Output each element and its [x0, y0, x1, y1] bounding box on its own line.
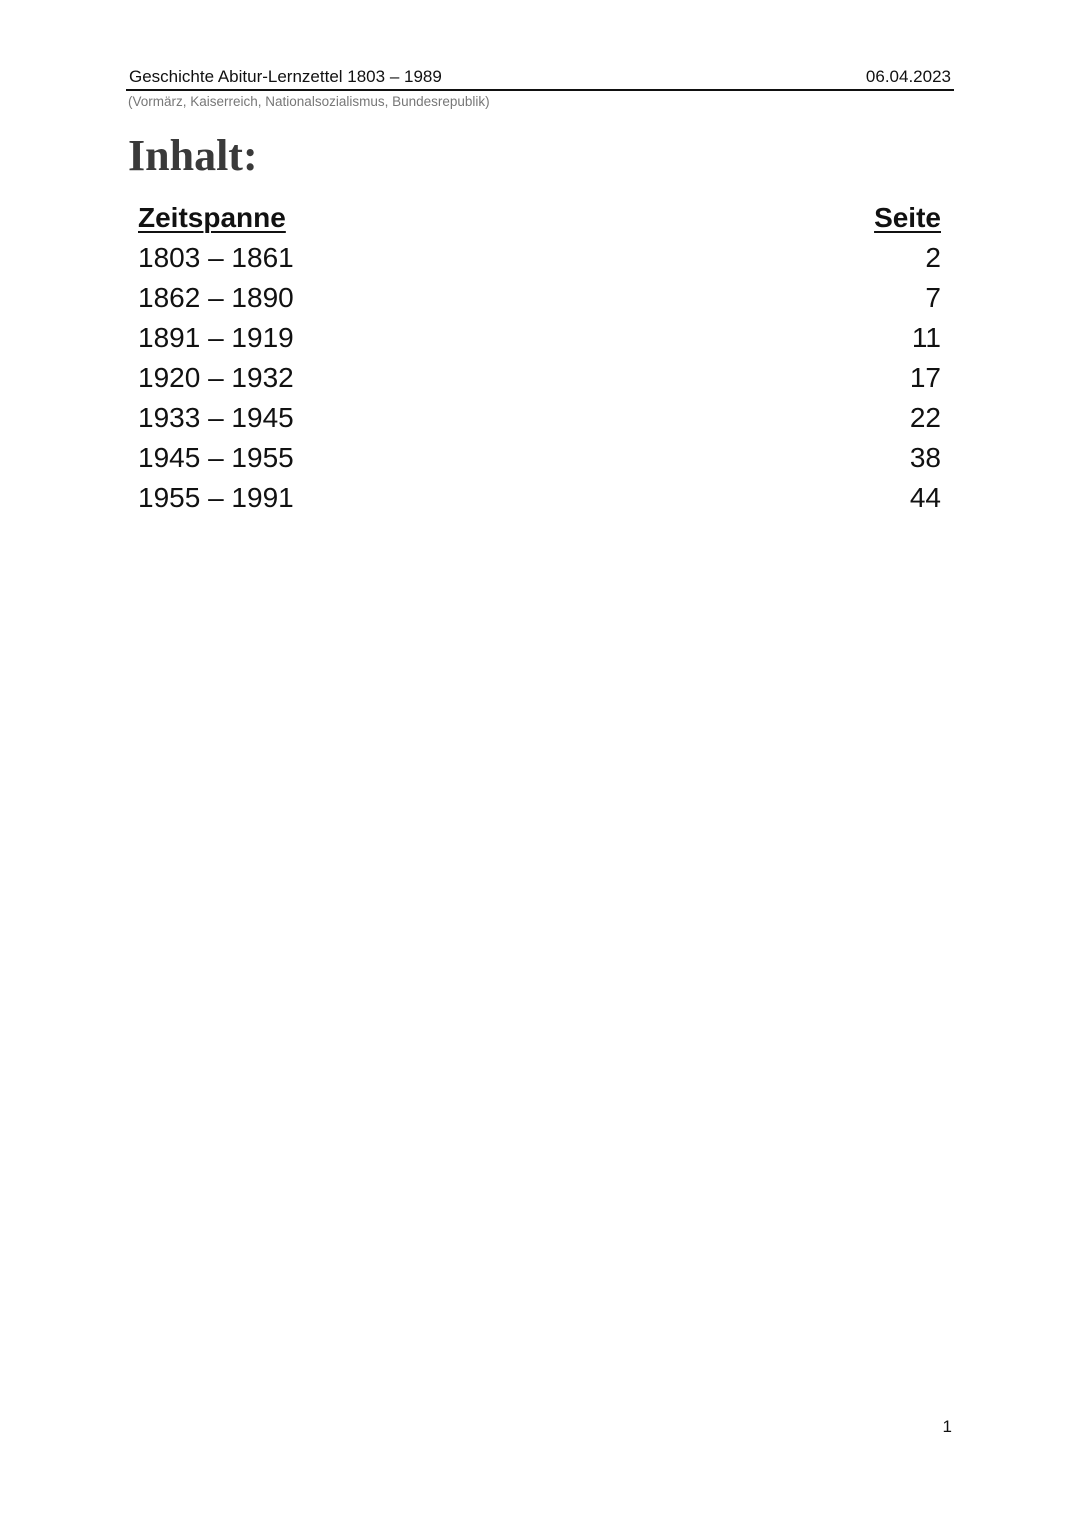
toc-page-number: 11	[911, 322, 941, 353]
toc-page-number: 17	[909, 362, 941, 393]
toc-header-row	[138, 198, 941, 238]
page-header	[126, 64, 954, 91]
toc-period: 1920 – 1932	[138, 362, 294, 393]
toc-row	[138, 478, 941, 518]
toc-table	[138, 198, 941, 518]
toc-period: 1803 – 1861	[138, 242, 294, 273]
toc-row	[138, 358, 941, 398]
document-title: Geschichte Abitur-Lernzettel 1803 – 1989	[129, 67, 442, 86]
toc-row	[138, 398, 941, 438]
column-header-period: Zeitspanne	[138, 202, 286, 233]
toc-page-number: 2	[925, 242, 941, 273]
toc-period: 1955 – 1991	[138, 482, 294, 513]
toc-page-number: 22	[909, 402, 941, 433]
toc-page-number: 38	[909, 442, 941, 473]
toc-period: 1891 – 1919	[138, 322, 294, 353]
toc-period: 1862 – 1890	[138, 282, 294, 313]
toc-row	[138, 318, 941, 358]
toc-row	[138, 238, 941, 278]
document-subtitle: (Vormärz, Kaiserreich, Nationalsozialismus, Bundesrepublik)	[128, 94, 490, 109]
toc-period: 1933 – 1945	[138, 402, 294, 433]
toc-heading: Inhalt:	[128, 131, 258, 180]
column-header-page: Seite	[874, 202, 941, 233]
toc-row	[138, 438, 941, 478]
page-number: 1	[942, 1417, 952, 1436]
toc-row	[138, 278, 941, 318]
toc-period: 1945 – 1955	[138, 442, 294, 473]
document-date: 06.04.2023	[865, 67, 951, 86]
toc-page-number: 7	[925, 282, 941, 313]
toc-page-number: 44	[909, 482, 941, 513]
